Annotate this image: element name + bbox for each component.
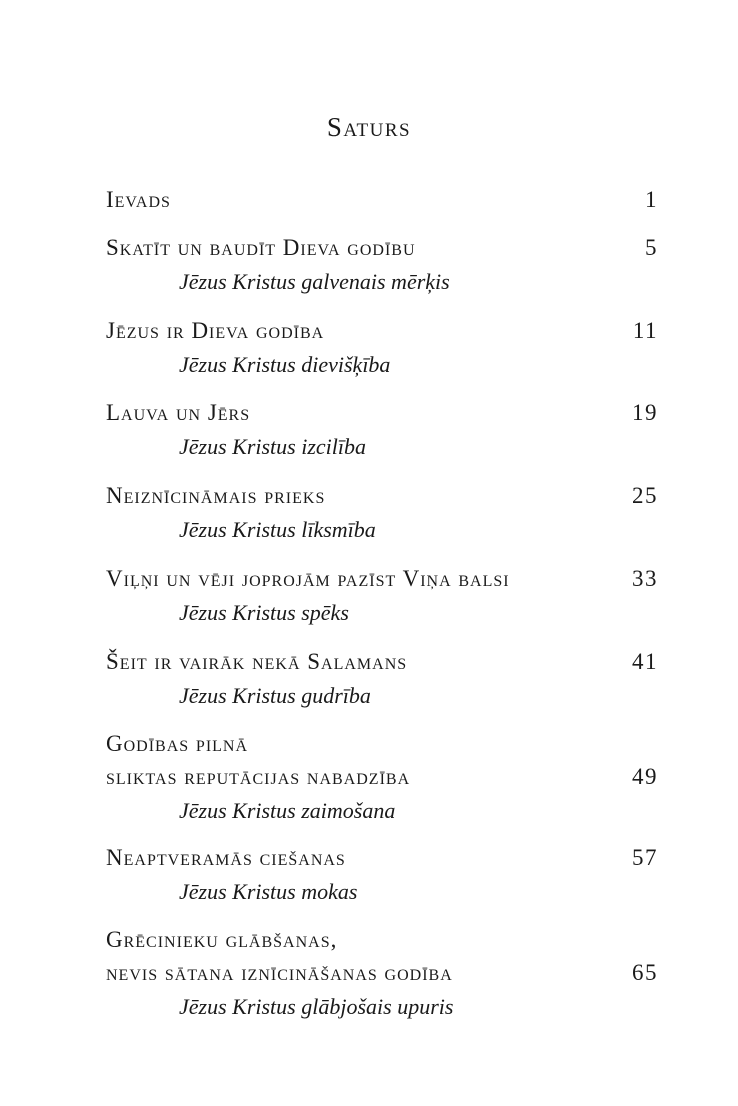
entry-subtitle: Jēzus Kristus gudrība [179, 683, 371, 708]
entry-page-number: 5 [645, 235, 658, 260]
toc-line [106, 840, 658, 876]
toc-entry [106, 478, 658, 546]
toc-line [106, 395, 658, 431]
entry-page-number: 65 [632, 960, 658, 985]
entry-page-number: 41 [632, 649, 658, 674]
toc-entry [106, 922, 658, 1023]
entry-title: Ievads [106, 187, 171, 212]
toc-entry [106, 644, 658, 712]
toc-line [106, 182, 658, 218]
entry-title: Lauva un Jērs [106, 400, 251, 425]
entry-title-line1: Godības pilnā [106, 731, 249, 756]
entry-page-number: 11 [632, 318, 658, 343]
toc-line [106, 561, 658, 597]
entry-title: nevis sātana iznīcināšanas godība [106, 960, 453, 985]
entry-title: Skatīt un baudīt Dieva godību [106, 235, 416, 260]
toc-line [106, 478, 658, 514]
toc-entry [106, 840, 658, 908]
toc-line [106, 955, 658, 991]
entry-subtitle: Jēzus Kristus izcilība [179, 434, 367, 459]
entry-page-number: 1 [645, 187, 658, 212]
toc-line [106, 644, 658, 680]
entry-subtitle: Jēzus Kristus zaimošana [179, 798, 396, 823]
entry-subtitle: Jēzus Kristus mokas [179, 879, 358, 904]
toc-entry [106, 313, 658, 381]
entry-title-line1: Grēcinieku glābšanas, [106, 927, 338, 952]
toc-entry [106, 395, 658, 463]
toc-entry [106, 230, 658, 298]
entry-subtitle: Jēzus Kristus dievišķība [179, 352, 391, 377]
entry-title: Šeit ir vairāk nekā Salamans [106, 649, 408, 674]
entry-title: sliktas reputācijas nabadzība [106, 764, 411, 789]
toc-entry [106, 726, 658, 827]
toc-line [106, 759, 658, 795]
entry-title: Jēzus ir Dieva godība [106, 318, 325, 343]
toc-entry [106, 182, 658, 218]
entry-subtitle: Jēzus Kristus galvenais mērķis [179, 269, 450, 294]
entry-subtitle: Jēzus Kristus glābjošais upuris [179, 994, 454, 1019]
toc-line [106, 230, 658, 266]
toc-line [106, 726, 658, 762]
entry-title: Viļņi un vēji joprojām pazīst Viņa balsi [106, 566, 510, 591]
toc-entry [106, 561, 658, 629]
page-title: Saturs [326, 112, 412, 142]
entry-page-number: 25 [632, 483, 658, 508]
entry-page-number: 33 [632, 566, 658, 591]
entry-page-number: 49 [632, 764, 658, 789]
entry-subtitle: Jēzus Kristus spēks [179, 600, 349, 625]
toc-line [106, 313, 658, 349]
entry-title: Neaptveramās ciešanas [106, 845, 346, 870]
toc-line [106, 922, 658, 958]
entry-subtitle: Jēzus Kristus līksmība [179, 517, 376, 542]
entry-title: Neiznīcināmais prieks [106, 483, 326, 508]
entry-page-number: 57 [632, 845, 658, 870]
entry-page-number: 19 [632, 400, 658, 425]
